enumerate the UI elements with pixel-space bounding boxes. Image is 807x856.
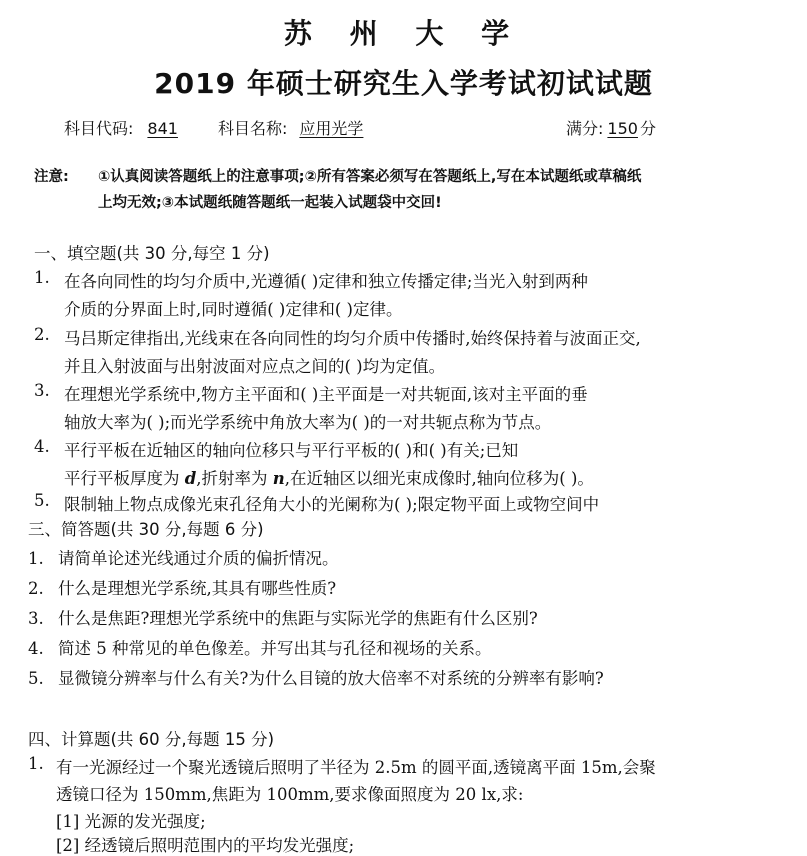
calc-q1-line2: 透镜口径为 150mm,焦距为 100mm,要求像面照度为 20 lx,求:: [56, 785, 524, 804]
var-n: n: [272, 469, 285, 488]
short-q4-text: 简述 5 种常见的单色像差。并写出其与孔径和视场的关系。: [58, 639, 492, 658]
calc-q1-sub1: [1] 光源的发光强度;: [56, 812, 206, 831]
short-q4-num: 4.: [28, 639, 44, 658]
section-fill-title: 一、填空题(共 30 分,每空 1 分): [34, 244, 270, 263]
fill-q3-line2: 轴放大率为( );而光学系统中角放大率为( )的一对共轭点称为节点。: [64, 413, 552, 432]
university-title: 苏 州 大 学: [283, 17, 524, 50]
short-q5-num: 5.: [28, 669, 44, 688]
fill-q1-num: 1.: [34, 268, 50, 287]
fill-q4-num: 4.: [34, 437, 50, 456]
fill-q5-num: 5.: [34, 491, 50, 510]
fill-q2-line2: 并且入射波面与出射波面对应点之间的( )均为定值。: [64, 357, 446, 376]
fill-q1-line1: 在各向同性的均匀介质中,光遵循( )定律和独立传播定律;当光入射到两种: [64, 272, 588, 291]
score-label: 满分:: [566, 119, 604, 138]
fill-q4-line2-part-b: ,折射率为: [196, 469, 273, 488]
fill-q4-line2-part-a: 平行平板厚度为: [64, 469, 185, 488]
calc-q1-sub2: [2] 经透镜后照明范围内的平均发光强度;: [56, 836, 355, 855]
calc-q1-num: 1.: [28, 754, 44, 773]
short-q1: [28, 545, 339, 569]
subject-code: [64, 116, 188, 139]
short-q3: [28, 605, 538, 629]
subject-code-label: 科目代码:: [64, 119, 134, 138]
score-unit: 分: [639, 119, 656, 138]
section-calc-title: 四、计算题(共 60 分,每题 15 分): [28, 730, 275, 749]
fill-q3-line1: 在理想光学系统中,物方主平面和( )主平面是一对共轭面,该对主平面的垂: [64, 385, 588, 404]
exam-title: 2019 年硕士研究生入学考试初试试题: [154, 67, 653, 100]
fill-q1-line2: 介质的分界面上时,同时遵循( )定律和( )定律。: [64, 300, 403, 319]
fill-q2-line1: 马吕斯定律指出,光线束在各向同性的均匀介质中传播时,始终保持着与波面正交,: [64, 329, 641, 348]
fill-q2-num: 2.: [34, 325, 50, 344]
full-score: [566, 116, 656, 139]
score-value: 150: [607, 119, 638, 138]
short-q3-num: 3.: [28, 609, 44, 628]
notice-line-1: ①认真阅读答题纸上的注意事项;②所有答案必须写在答题纸上,写在本试题纸或草稿纸: [98, 169, 642, 185]
calc-q1-line1: 有一光源经过一个聚光透镜后照明了半径为 2.5m 的圆平面,透镜离平面 15m,会聚: [56, 758, 656, 777]
short-q3-text: 什么是焦距?理想光学系统中的焦距与实际光学的焦距有什么区别?: [58, 609, 538, 628]
subject-code-value: 841: [147, 119, 178, 138]
notice-line-2: 上均无效;③本试题纸随答题纸一起装入试题袋中交回!: [98, 195, 442, 211]
short-q4: [28, 635, 492, 659]
var-d: d: [184, 469, 197, 488]
short-q2: [28, 575, 336, 599]
fill-q4-line2: [64, 465, 594, 489]
fill-q5-line1: 限制轴上物点成像光束孔径角大小的光阑称为( );限定物平面上或物空间中: [64, 495, 600, 514]
short-q5-text: 显微镜分辨率与什么有关?为什么目镜的放大倍率不对系统的分辨率有影响?: [58, 669, 604, 688]
subject-name-label: 科目名称:: [218, 119, 288, 138]
short-q1-num: 1.: [28, 549, 44, 568]
fill-q4-line1: 平行平板在近轴区的轴向位移只与平行平板的( )和( )有关;已知: [64, 441, 519, 460]
subject-name: [218, 116, 371, 139]
short-q2-num: 2.: [28, 579, 44, 598]
subject-name-value: 应用光学: [299, 119, 364, 138]
short-q1-text: 请简单论述光线通过介质的偏折情况。: [58, 549, 339, 568]
fill-q4-line2-part-c: ,在近轴区以细光束成像时,轴向位移为( )。: [284, 469, 594, 488]
short-q2-text: 什么是理想光学系统,其具有哪些性质?: [58, 579, 337, 598]
fill-q3-num: 3.: [34, 381, 50, 400]
short-q5: [28, 665, 604, 689]
notice-label: 注意:: [34, 169, 69, 185]
section-short-title: 三、简答题(共 30 分,每题 6 分): [28, 520, 264, 539]
